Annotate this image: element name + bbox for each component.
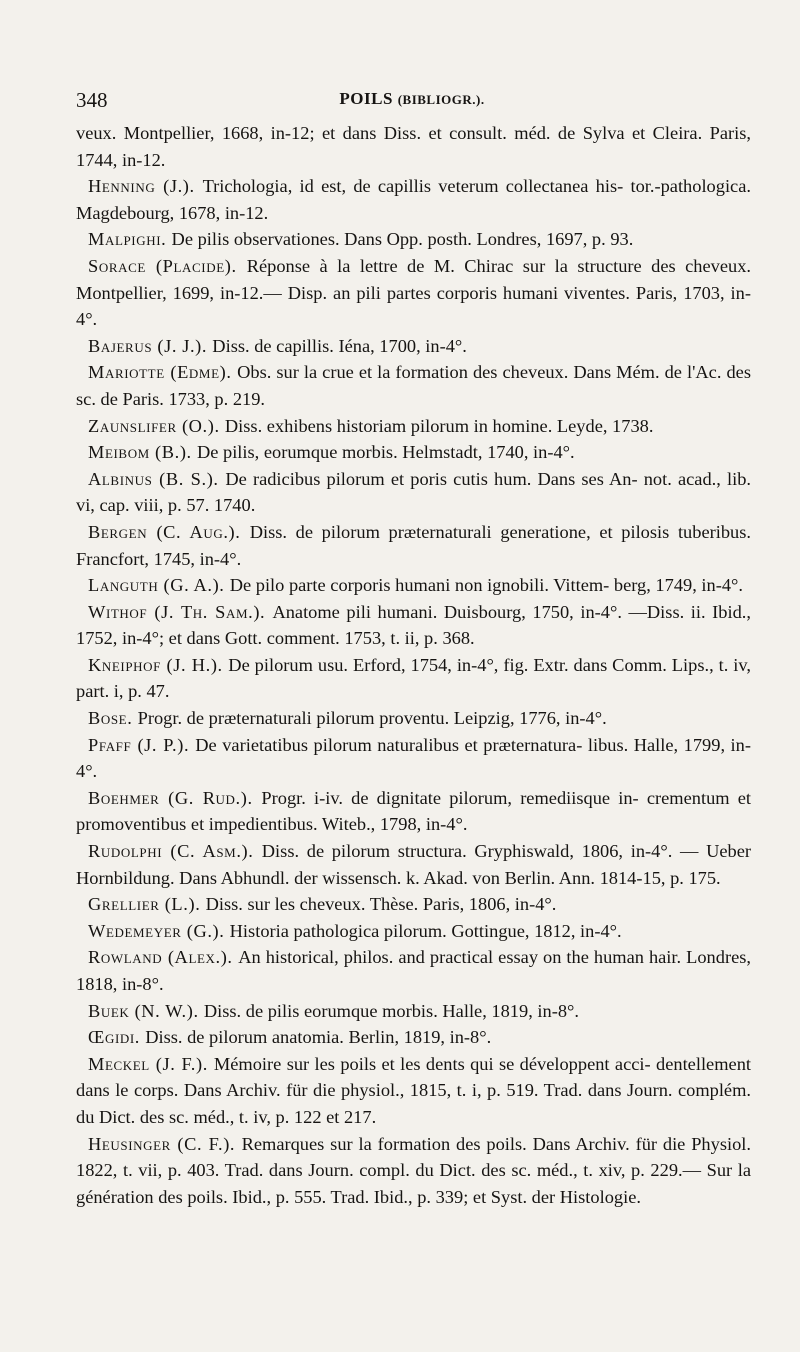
entry-line: De varietatibus pilorum naturalibus et præternatura- [195,734,588,755]
entry-line: libus. Halle, 1799, in-4°. [76,734,751,782]
entry-line: Anatome pili humani. Duisbourg, 1750, in-4°. [272,601,629,622]
entry-line: De pilis, eorumque morbis. Helmstadt, 1740, in-4°. [196,442,575,463]
entry-line: Historia pathologica pilorum. Gottingue, 1812, in-4°. [229,920,622,941]
entry-author: Grellier (L.). [88,894,206,915]
bibliography-entry [76,333,751,360]
entry-author: Bose. [88,708,138,729]
entry-line: De radicibus pilorum et poris cutis hum. Dans ses An- [225,468,644,489]
entry-line: Progr. de præternaturali pilorum proventu. Leipzig, 1776, in-4°. [137,708,607,729]
entry-author: Albinus (B. S.). [88,468,226,489]
bibliography-entry [76,413,751,440]
bibliography-entry [76,1051,751,1131]
entry-line: pilosis tuberibus. Francfort, 1745, in-4°. [76,521,751,569]
running-head-title: POILS [339,89,393,108]
bibliography-entry [76,891,751,918]
entry-author: Rudolphi (C. Asm.). [88,841,262,862]
entry-line: tor.-pathologica. Magdebourg, 1678, in-12. [76,176,751,223]
bibliography-entry [76,785,751,838]
entry-line: cheveux. Montpellier, 1699, in-12.— Disp. an pili partes corporis humani [76,255,751,303]
entry-line: et Cleira. Paris, 1744, in-12. [76,123,751,170]
bibliography-entry [76,1024,751,1051]
entry-author: Withof (J. Th. Sam.). [88,601,273,622]
entry-line: Diss. de pilis eorumque morbis. Halle, 1819, in-8°. [203,1000,579,1021]
entry-line: für die Physiol. 1822, t. vii, p. 403. Trad. dans Journ. compl. du [76,1133,751,1181]
entry-line: Mémoire sur les poils et les dents qui se développent acci- [213,1053,657,1074]
entry-author: Meckel (J. F.). [88,1053,214,1074]
entry-line: Diss. sur les cheveux. Thèse. Paris, 1806, in-4°. [205,894,557,915]
entry-line: not. acad., lib. vi, cap. viii, p. 57. 1740. [76,468,751,516]
entry-line: An historical, philos. and practical essay on the [238,947,594,968]
entry-author: Bajerus (J. J.). [88,335,213,356]
entry-line: De pilorum usu. Erford, 1754, in-4°, fig. Extr. [228,654,574,675]
entry-line: Trichologia, id est, de capillis veterum collectanea his- [202,176,631,197]
bibliography-entry [76,253,751,333]
entry-author: Kneiphof (J. H.). [88,654,229,675]
running-head [76,89,748,109]
bibliography-entry [76,652,751,705]
bibliography-entry [76,918,751,945]
entry-line: Diss. de pilorum præternaturali generatione, et [249,521,622,542]
entry-line: Progr. i-iv. de dignitate pilorum, remediisque in- [261,787,647,808]
entry-author: Zaunslifer (O.). [88,415,225,436]
entry-line: crementum et promoventibus et impedientibus. Witeb., 1798, in-4°. [76,787,752,835]
page-header [76,88,748,118]
entry-author: Pfaff (J. P.). [88,734,196,755]
entry-line: —Diss. ii. Ibid., 1752, in-4°; et dans Gott. comment. 1753, t. ii, p. 368. [76,601,751,649]
entry-author: Heusinger (C. F.). [88,1133,242,1154]
entry-line: veux. Montpellier, 1668, in-12; et dans Diss. et consult. méd. de Sylva [76,123,632,143]
entry-author: Œgidi. [88,1027,146,1048]
entry-author: Boehmer (G. Rud.). [88,787,262,808]
bibliography-entry [76,226,751,253]
page-number: 348 [76,88,108,112]
bibliography-entry [76,359,751,412]
entry-author: Meibom (B.). [88,442,197,463]
entry-line: von Berlin. Ann. 1814-15, p. 175. [472,867,721,888]
entry-line: human hair. Londres, 1818, in-8°. [76,947,751,994]
entry-author: Buek (N. W.). [88,1000,204,1021]
bibliography-entry [76,572,751,599]
bibliography-entry [76,838,751,891]
entry-line: dentellement dans le corps. Dans Archiv. für die physiol., 1815, t. i, p. 519. [76,1053,751,1101]
bibliography-entry [76,705,751,732]
bibliography-entry [76,998,751,1025]
entry-line: Trad. dans Journ. complém. du Dict. des sc. méd., t. iv, p. 122 et 217. [76,1080,751,1127]
entry-line: Diss. de pilorum anatomia. Berlin, 1819, in-8°. [145,1027,492,1048]
entry-line: Diss. exhibens historiam pilorum in homine. Leyde, 1738. [224,415,654,436]
bibliography-entry [76,519,751,572]
entry-line: De pilis observationes. Dans Opp. posth. Londres, 1697, p. 93. [171,229,634,250]
bibliography-entry [76,944,751,997]
entry-line: Diss. de capillis. Iéna, 1700, in-4°. [212,335,467,356]
running-head-subtitle: (BIBLIOGR.). [397,92,485,107]
entry-line: Mém. de l'Ac. des sc. de Paris. 1733, p. 219. [76,362,751,409]
entry-line: Diss. de pilorum structura. Gryphiswald, 1806, [261,841,631,862]
entry-line: De pilo parte corporis humani non ignobili. Vittem- [229,575,614,596]
entry-line: dans Comm. Lips., t. iv, part. i, p. 47. [76,654,751,702]
entry-author: Rowland (Alex.). [88,947,239,968]
entry-author: Languth (G. A.). [88,575,230,596]
bibliography-entry [76,120,751,173]
bibliography-list [76,120,751,1210]
bibliography-entry [76,173,751,226]
entry-line: Réponse à la lettre de M. Chirac sur la structure des [246,255,686,276]
entry-line: Obs. sur la crue et la formation des cheveux. Dans [237,362,617,383]
entry-line: in-4°. — Ueber Hornbildung. Dans Abhundl. der wissensch. k. Akad. [76,841,752,888]
bibliography-entry [76,1131,751,1211]
bibliography-entry [76,439,751,466]
entry-line: berg, 1749, in-4°. [613,575,743,596]
entry-author: Henning (J.). [88,176,203,197]
entry-author: Bergen (C. Aug.). [88,521,250,542]
bibliography-entry [76,599,751,652]
entry-line: Remarques sur la formation des poils. Dans Archiv. [241,1133,636,1154]
entry-author: Malpighi. [88,229,172,250]
entry-author: Mariotte (Edme). [88,362,238,383]
entry-line: p. 555. Trad. Ibid., p. 339; et Syst. der Histologie. [275,1186,641,1207]
entry-author: Wedemeyer (G.). [88,920,230,941]
entry-line: Dict. des sc. méd., t. xiv, p. 229.— Sur la génération des poils. Ibid., [76,1160,751,1207]
entry-line: viventes. Paris, 1703, in-4°. [76,282,751,330]
bibliography-entry [76,466,751,519]
entry-author: Sorace (Placide). [88,255,247,276]
bibliography-entry [76,732,751,785]
